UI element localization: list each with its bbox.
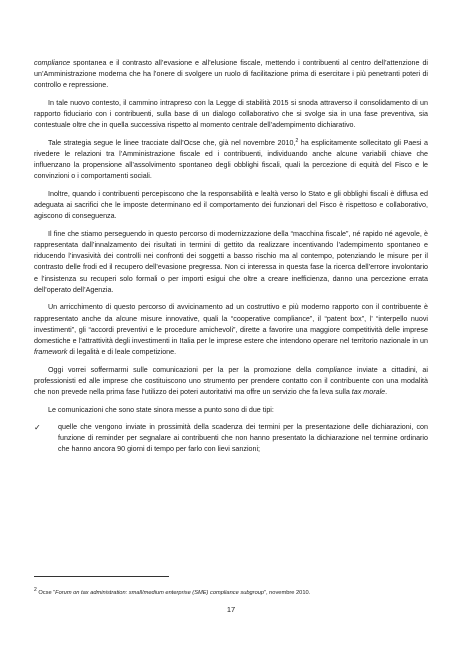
page-number: 17 <box>226 605 236 614</box>
paragraph-7 <box>34 365 428 399</box>
paragraph-1-text: spontanea e il contrasto all’evasione e all’elusione fiscale, mettendo i contribuenti al centro dell’attenzione di un’Amministrazione moderna che ha l’onere di svolgere un ruolo di facilitazione prima di esercitare i più penetranti poteri di controllo e repressione. <box>34 59 428 90</box>
paragraph-4: Inoltre, quando i contribuenti percepiscono che la responsabilità e lealtà verso lo Stato e gli obblighi fiscali è diffusa ed adeguata ai sacrifici che le imposte determinano ed il comportamento dei funzionari del Fisco è rispettoso e collaborativo, agiscono di conseguenza. <box>34 189 428 221</box>
paragraph-7-text-a: Oggi vorrei soffermarmi sulle comunicazioni per la per la promozione della <box>48 365 317 374</box>
paragraph-3 <box>34 138 428 183</box>
paragraph-3-text-a: Tale strategia segue le linee tracciate dall’Ocse che, già nel novembre 2010, <box>48 138 296 147</box>
paragraph-6-text-b: di legalità e di leale competizione. <box>67 348 177 357</box>
paragraph-1 <box>34 58 428 92</box>
paragraph-6-text-a: Un arricchimento di questo percorso di avvicinamento ad un costruttivo e più moderno rapporto con il contribuente è rappresentato anche da alcune misure innovative, quali la “cooperative compliance”, il “patent box”, l’ “interpello nuovi investimenti”, gli “accordi preventivi e le procedure amichevoli”, dirette a favorire una maggiore competitività delle imprese domestiche e l’attrattività degli investimenti in Italia per le imprese estere che intendono operare nel territorio nazionale in un <box>34 303 428 345</box>
paragraph-2: In tale nuovo contesto, il cammino intrapreso con la Legge di stabilità 2015 si snoda attraverso il consolidamento di un rapporto fiduciario con i contribuenti, sulla base di un dialogo collaborativo che si svolge sia in una fase preventiva, sia contestuale oltre che in quella successiva rispetto al momento centrale dell’adempimento dichiarativo. <box>34 98 428 130</box>
paragraph-7-italic-2: tax morale <box>351 388 386 397</box>
bullet-text: quelle che vengono inviate in prossimità della scadenza dei termini per la presentazione delle dichiarazioni, con funzione di reminder per segnalare ai contribuenti che non hanno presentato la dichiarazione nel termine ordinario che hanno ancora 90 giorni di tempo per farlo con lievi sanzioni; <box>58 423 428 454</box>
footnote-italic: Forum on tax administration: small/medium enterprise (SME) compliance subgroup <box>55 590 265 596</box>
paragraph-1-italic: compliance <box>34 59 71 67</box>
footnote-suffix: ”, novembre 2010. <box>264 590 311 596</box>
paragraph-8: Le comunicazioni che sono state sinora messe a punto sono di due tipi: <box>48 405 274 414</box>
paragraph-5: Il fine che stiamo perseguendo in questo percorso di modernizzazione della “macchina fiscale”, né rapido né agevole, è rappresentata dall’innalzamento dei risultati in termini di gettito da realizzare incentivando l’adempimento spontaneo e riducendo l’invasività dei controlli nei confronti dei soggetti a basso rischio ma al contempo, potenziando le misure per il contrasto delle frodi ed il recupero dell’evasione pregressa. Non ci interessa in questa fase la ricerca dell’errore involontario e l’insistenza su recuperi solo formali o per importi esigui che oltre a creare inefficienza, danno una percezione errata dell’operato dell’Agenzia. <box>34 229 428 294</box>
footnote-separator <box>34 576 169 577</box>
paragraph-3-text-b: ha esplicitamente sollecitato gli Paesi a rivedere le relazioni tra l’Amministrazione fiscale ed i contribuenti, individuando anche alcune variabili chiave che influenzano la propensione all’assolvimento spontaneo degli obblighi fiscali, quali la percezione di equità del Fisco e le convinzioni o i comportamenti sociali. <box>34 138 428 181</box>
paragraph-7-text-b: inviate a cittadini, ai professionisti ed alle imprese che costituiscono uno strumento per prendere contatto con il contribuente con una modalità che non prevede nella prima fase l’utilizzo dei poteri autoritativi ma offre un servizio che fa leva sulla <box>34 365 428 397</box>
paragraph-6 <box>34 302 428 358</box>
paragraph-7-text-c: . <box>385 388 388 397</box>
bullet-item <box>34 422 428 456</box>
paragraph-7-italic-1: compliance <box>316 365 353 374</box>
checkmark-icon: ✓ <box>34 423 41 433</box>
paragraph-6-italic: framework <box>34 348 68 357</box>
footnote-number: 2 <box>34 587 37 593</box>
footnote-prefix: Ocse “ <box>36 590 56 596</box>
footnote-reference: 2 <box>295 137 299 144</box>
footnote <box>34 589 428 597</box>
